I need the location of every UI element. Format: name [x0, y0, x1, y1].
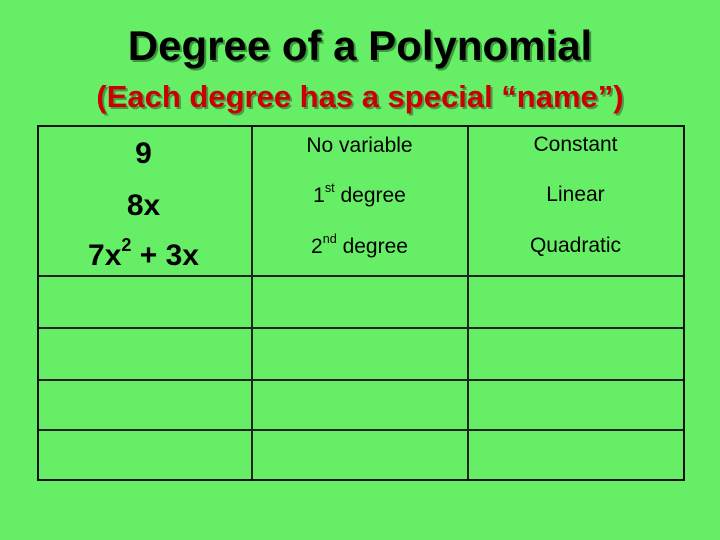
- polynomial-cell: $7x^2 + 3x$: [88, 235, 199, 272]
- row-divider: [39, 379, 683, 381]
- degree-name-cell: Constant: [533, 133, 618, 156]
- degree-name-cell: Linear: [546, 183, 605, 206]
- degree-description-cell: 1st degree: [313, 181, 406, 207]
- slide-subtitle: (Each degree has a special “name”): [96, 79, 624, 114]
- slide-title: Degree of a Polynomial: [127, 22, 593, 69]
- row-divider: [39, 429, 683, 431]
- degree-table: [37, 125, 685, 481]
- row-divider: [39, 327, 683, 329]
- polynomial-cell: 9: [135, 137, 152, 170]
- row-divider: [39, 275, 683, 277]
- degree-name-cell: Quadratic: [529, 234, 622, 257]
- column-divider: [251, 127, 253, 479]
- degree-description-cell: 2nd degree: [311, 232, 408, 258]
- column-divider: [467, 127, 469, 479]
- polynomial-cell: 8x: [126, 189, 161, 222]
- degree-description-cell: No variable: [306, 134, 413, 157]
